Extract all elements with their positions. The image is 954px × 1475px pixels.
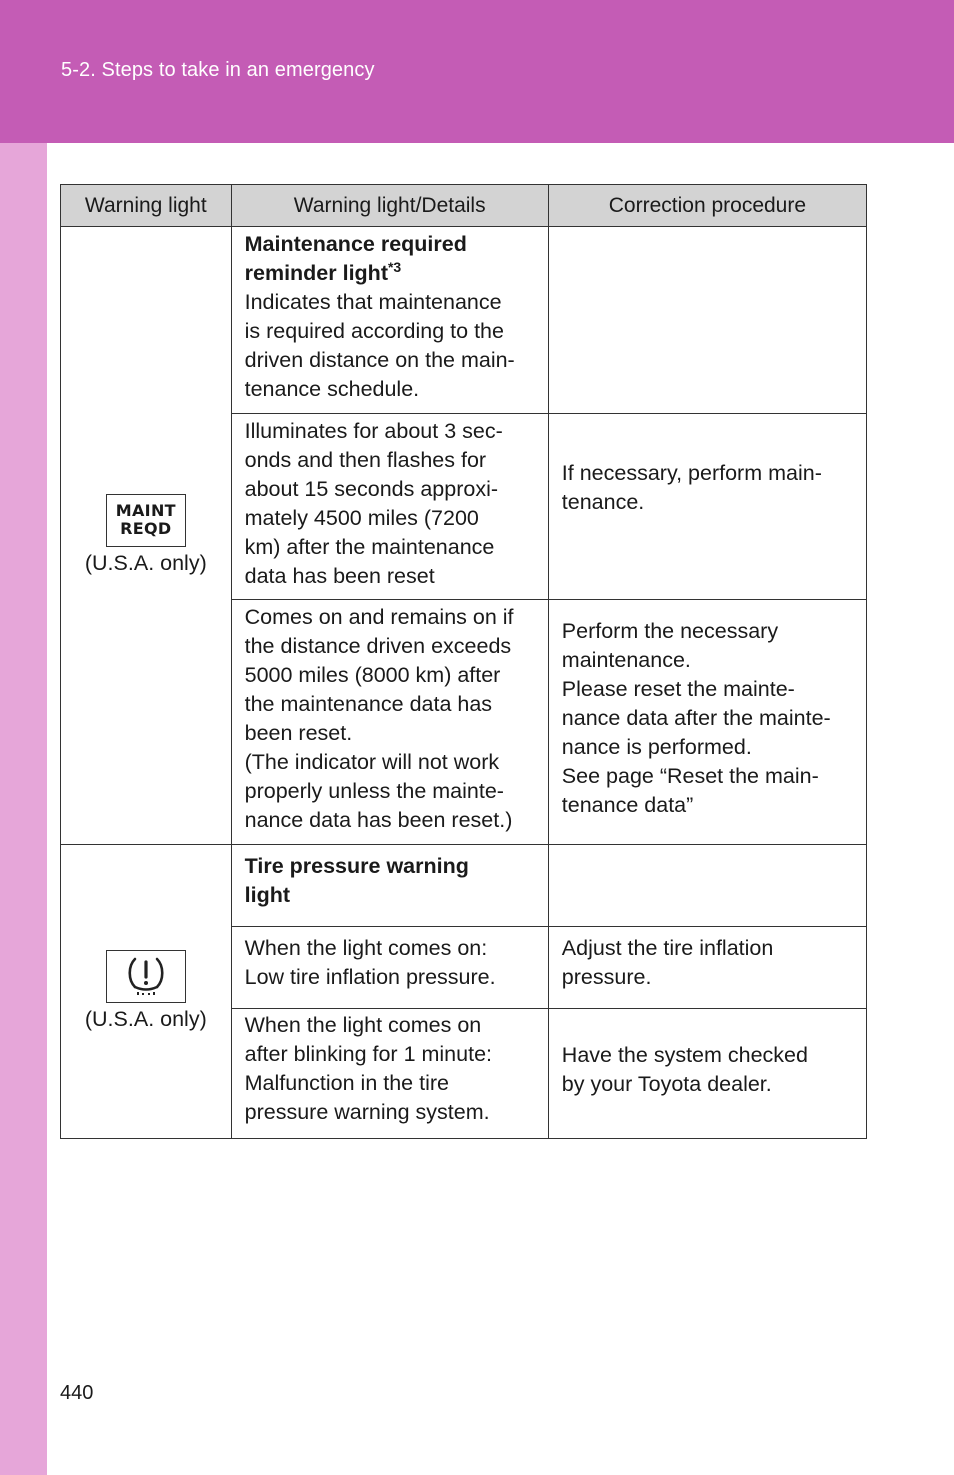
correction-line: nance is performed. [561, 735, 752, 759]
tpms-row2-details-cell [231, 927, 548, 1009]
tpms-title-line2: light [244, 883, 290, 907]
details-line: onds and then flashes for [244, 448, 487, 472]
correction-line: by your Toyota dealer. [561, 1072, 772, 1096]
correction-line: nance data after the mainte- [561, 706, 831, 730]
details-line: km) after the maintenance [244, 535, 495, 559]
details-line: (The indicator will not work [244, 750, 500, 774]
column-header-correction: Correction procedure [548, 185, 866, 227]
maint-reqd-icon [106, 494, 186, 547]
section-title: 5-2. Steps to take in an emergency [61, 59, 375, 81]
details-line: 5000 miles (8000 km) after [244, 663, 501, 687]
correction-line: Adjust the tire inflation [561, 936, 774, 960]
maint-title-line2 [245, 259, 536, 288]
maint-intro-line: is required according to the [244, 319, 504, 343]
tpms-row2-correction-cell [548, 927, 866, 1009]
maint-intro-line: driven distance on the main- [244, 348, 515, 372]
correction-line: Please reset the mainte- [561, 677, 795, 701]
details-line: been reset. [244, 721, 353, 745]
tpms-title-cell [231, 845, 548, 927]
maint-title-cell [231, 227, 548, 414]
maint-row3-correction-cell [548, 600, 866, 845]
details-line: properly unless the mainte- [244, 779, 504, 803]
tpms-icon-cell [61, 845, 232, 1139]
maint-intro-line: Indicates that maintenance [244, 290, 502, 314]
details-line: after blinking for 1 minute: [244, 1042, 493, 1066]
table-row [61, 845, 867, 927]
tpms-row3-details-cell [231, 1009, 548, 1139]
tpms-title-line1: Tire pressure warning [244, 854, 469, 878]
details-line: Illuminates for about 3 sec- [244, 419, 503, 443]
maint-title-text: reminder light [244, 261, 388, 285]
details-line: the maintenance data has [244, 692, 493, 716]
column-header-warning-light: Warning light [61, 185, 232, 227]
maint-region-note: (U.S.A. only) [84, 550, 207, 575]
correction-line: See page “Reset the main- [561, 764, 819, 788]
tpms-title-correction-cell [548, 845, 866, 927]
tpms-region-note: (U.S.A. only) [84, 1006, 207, 1031]
correction-line: tenance. [561, 490, 645, 514]
tire-pressure-warning-icon-graphic [124, 956, 168, 996]
correction-line: maintenance. [561, 648, 691, 672]
details-line: Low tire inflation pressure. [244, 965, 496, 989]
details-line: data has been reset [244, 564, 435, 588]
maint-row3-details-cell [231, 600, 548, 845]
maint-row2-correction-cell [548, 414, 866, 600]
details-line: mately 4500 miles (7200 [244, 506, 479, 530]
details-line: Malfunction in the tire [244, 1071, 449, 1095]
details-line: the distance driven exceeds [244, 634, 512, 658]
correction-line: pressure. [561, 965, 652, 989]
maint-icon-text-line2: REQD [120, 518, 172, 538]
details-line: When the light comes on [244, 1013, 482, 1037]
details-line: Comes on and remains on if [244, 605, 514, 629]
tpms-row3-correction-cell [548, 1009, 866, 1139]
maint-title-correction-cell [548, 227, 866, 414]
maint-row2-details-cell [231, 414, 548, 600]
maint-intro-line: tenance schedule. [244, 377, 420, 401]
details-line: about 15 seconds approxi- [244, 477, 499, 501]
maint-icon-text-line1: MAINT [115, 500, 176, 520]
correction-line: Perform the necessary [561, 619, 779, 643]
footnote-ref: *3 [387, 258, 402, 275]
warning-light-table [60, 184, 867, 1139]
correction-line: tenance data” [561, 793, 694, 817]
table-row [61, 227, 867, 414]
details-line: When the light comes on: [244, 936, 488, 960]
table-header-row [61, 185, 867, 227]
details-line: pressure warning system. [244, 1100, 490, 1124]
correction-line: If necessary, perform main- [561, 461, 822, 485]
tire-pressure-warning-icon [106, 950, 186, 1003]
correction-line: Have the system checked [561, 1043, 808, 1067]
column-header-details: Warning light/Details [231, 185, 548, 227]
side-band [0, 143, 47, 1475]
page-number: 440 [60, 1382, 94, 1404]
details-line: nance data has been reset.) [244, 808, 513, 832]
maint-reqd-icon-cell [61, 227, 232, 845]
maint-title-line1: Maintenance required [244, 232, 467, 256]
